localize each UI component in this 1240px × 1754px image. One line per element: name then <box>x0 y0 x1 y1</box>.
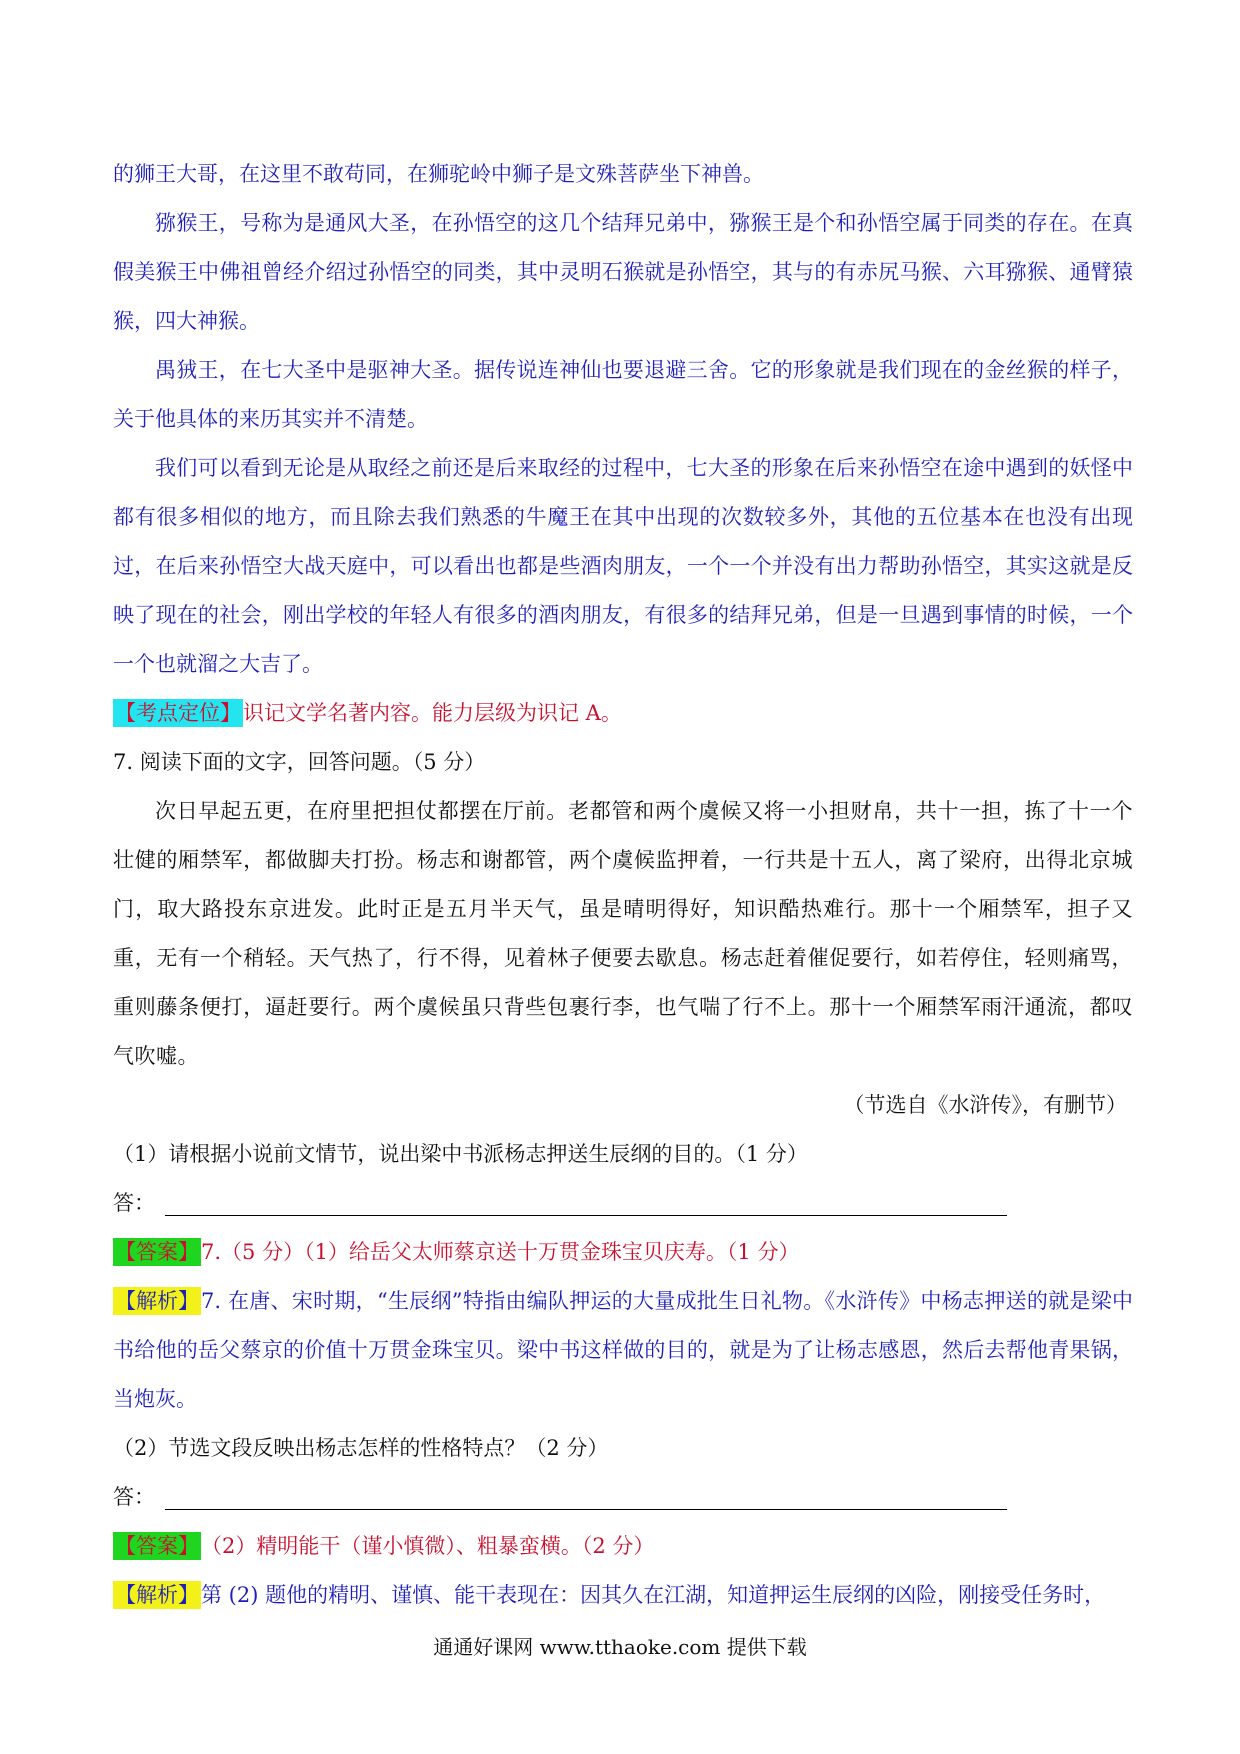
passage-source: （节选自《水浒传》，有删节） <box>843 1093 1127 1117</box>
answer-label-1: 答： <box>113 1191 155 1215</box>
kaodian-text: 识记文学名著内容。能力层级为识记 A。 <box>243 701 622 725</box>
sub-question-1: （1）请根据小说前文情节，说出梁中书派杨志押送生辰纲的目的。（1 分） <box>113 1142 808 1166</box>
answer-line-1 <box>113 1179 1133 1228</box>
paragraph-conclusion: 我们可以看到无论是从取经之前还是后来取经的过程中，七大圣的形象在后来孙悟空在途中遇到的妖怪中都有很多相似的地方，而且除去我们熟悉的牛魔王在其中出现的次数较多外，其他的五位基本在也没有出现过，在后来孙悟空大战天庭中，可以看出也都是些酒肉朋友，一个一个并没有出力帮助孙悟空，其实这就是反映了现在的社会，刚出学校的年轻人有很多的酒肉朋友，有很多的结拜兄弟，但是一旦遇到事情的时候，一个一个也就溜之大吉了。 <box>113 456 1133 676</box>
question-7-passage: 次日早起五更，在府里把担仗都摆在厅前。老都管和两个虞候又将一小担财帛，共十一担，拣了十一个壮健的厢禁军，都做脚夫打扮。杨志和谢都管，两个虞候监押着，一行共是十五人，离了梁府，出得北京城门，取大路投东京进发。此时正是五月半天气，虽是晴明得好，知识酷热难行。那十一个厢禁军，担子又重，无有一个稍轻。天气热了，行不得，见着林子便要去歇息。杨志赶着催促要行，如若停住，轻则痛骂，重则藤条便打，逼赶要行。两个虞候虽只背些包裹行李，也气喘了行不上。那十一个厢禁军雨汗通流，都叹气吹嘘。 <box>113 799 1133 1068</box>
analysis-text-2: 第 (2) 题他的精明、谨慎、能干表现在：因其久在江湖，知道押运生辰纲的凶险，刚接受任务时， <box>201 1583 1106 1607</box>
analysis-1 <box>113 1277 1133 1424</box>
kaodian-tag: 【考点定位】 <box>115 701 241 725</box>
page-footer: 通通好课网 www.tthaoke.com 提供下载 <box>433 1635 807 1659</box>
paragraph-yurong-king: 禺狨王，在七大圣中是驱神大圣。据传说连神仙也要退避三舍。它的形象就是我们现在的金丝猴的样子，关于他具体的来历其实并不清楚。 <box>113 358 1133 431</box>
paragraph-macaque-king: 猕猴王，号称为是通风大圣，在孙悟空的这几个结拜兄弟中，猕猴王是个和孙悟空属于同类的存在。在真假美猴王中佛祖曾经介绍过孙悟空的同类，其中灵明石猴就是孙悟空，其与的有赤尻马猴、六耳猕猴、通臂猿猴，四大神猴。 <box>113 211 1133 333</box>
answer-label-2: 答： <box>113 1485 155 1509</box>
answer-tag-1: 【答案】 <box>115 1240 199 1264</box>
answer-2 <box>113 1522 1133 1571</box>
analysis-text-1: 7. 在唐、宋时期，“生辰纲”特指由编队押运的大量成批生日礼物。《水浒传》中杨志押送的就是梁中书给他的岳父蔡京的价值十万贯金珠宝贝。梁中书这样做的目的，就是为了让杨志感恩，然后去帮他青果锅，当炮灰。 <box>113 1289 1133 1411</box>
paragraph-lion-king: 的狮王大哥，在这里不敢苟同，在狮驼岭中狮子是文殊菩萨坐下神兽。 <box>113 162 764 186</box>
answer-blank-2[interactable] <box>165 1508 1007 1510</box>
answer-tag-2: 【答案】 <box>115 1534 199 1558</box>
analysis-tag-1: 【解析】 <box>115 1289 199 1313</box>
answer-text-1: 7.（5 分）（1）给岳父太师蔡京送十万贯金珠宝贝庆寿。（1 分） <box>201 1240 800 1264</box>
kaodian-line <box>113 689 1133 738</box>
answer-text-2: （2）精明能干（谨小慎微）、粗暴蛮横。（2 分） <box>201 1534 655 1558</box>
answer-1 <box>113 1228 1133 1277</box>
question-7-heading: 7. 阅读下面的文字，回答问题。（5 分） <box>113 750 486 774</box>
analysis-2 <box>113 1571 1133 1620</box>
sub-question-2: （2）节选文段反映出杨志怎样的性格特点？（2 分） <box>113 1436 609 1460</box>
answer-blank-1[interactable] <box>165 1214 1007 1216</box>
answer-line-2 <box>113 1473 1133 1522</box>
document-page <box>113 150 1133 1620</box>
analysis-tag-2: 【解析】 <box>115 1583 199 1607</box>
